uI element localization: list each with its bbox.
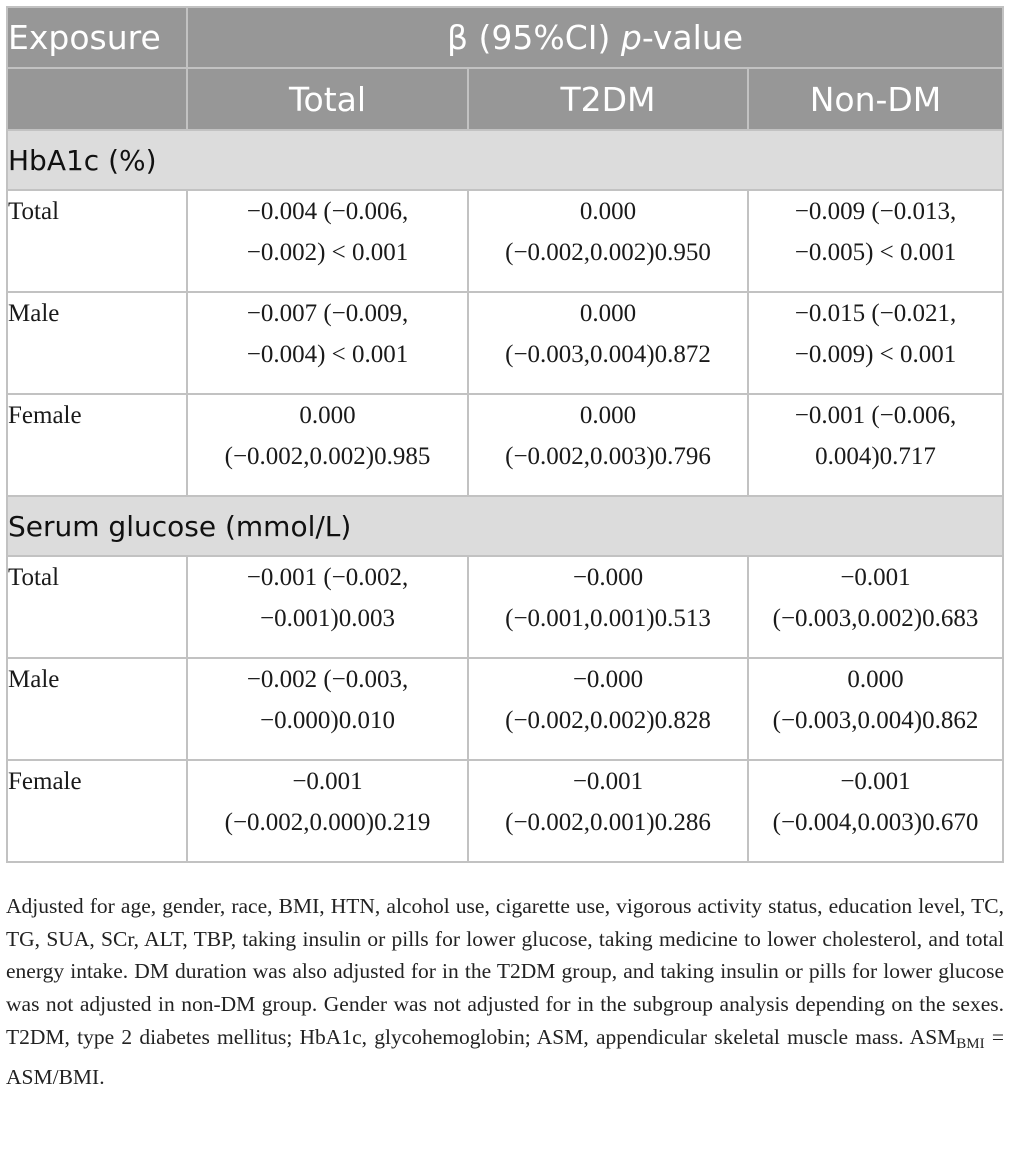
cell-line: (−0.002,0.002)0.950 (505, 239, 711, 266)
cell-line: (−0.002,0.002)0.828 (505, 707, 711, 734)
column-header-t2dm: T2DM (468, 68, 748, 130)
cell-line: −0.000 (572, 666, 644, 693)
cell-non-dm (748, 760, 1003, 862)
footnote-asm-rest: = ASM/BMI. (6, 1024, 1004, 1089)
cell-line: −0.004) < 0.001 (246, 341, 409, 368)
column-header-total: Total (187, 68, 468, 130)
cell-t2dm (468, 658, 748, 760)
cell-line: −0.005) < 0.001 (794, 239, 957, 266)
cell-line: −0.001 (572, 768, 644, 795)
section-row (7, 130, 1003, 190)
cell-t2dm (468, 394, 748, 496)
cell-line: −0.004 (−0.006, (246, 198, 409, 225)
beta-header-suffix: -value (641, 18, 744, 57)
cell-total (187, 190, 468, 292)
cell-total (187, 292, 468, 394)
cell-t2dm (468, 292, 748, 394)
cell-line: 0.000 (579, 198, 637, 225)
results-table (6, 6, 1004, 863)
table-footnote (6, 890, 1004, 1093)
table-row (7, 190, 1003, 292)
cell-non-dm (748, 658, 1003, 760)
table-row (7, 760, 1003, 862)
cell-t2dm (468, 760, 748, 862)
cell-line: (−0.002,0.003)0.796 (505, 443, 711, 470)
header-row-columns (7, 68, 1003, 130)
cell-line: −0.015 (−0.021, (794, 300, 957, 327)
section-title: HbA1c (%) (7, 130, 1003, 190)
cell-line: 0.000 (579, 402, 637, 429)
cell-line: −0.001 (−0.006, (794, 402, 957, 429)
row-label: Total (7, 190, 187, 292)
cell-t2dm (468, 190, 748, 292)
cell-line: (−0.002,0.000)0.219 (224, 809, 431, 836)
cell-line: −0.001 (840, 564, 911, 591)
table-body (7, 130, 1003, 862)
cell-line: 0.004)0.717 (815, 443, 936, 470)
cell-line: (−0.003,0.004)0.872 (505, 341, 711, 368)
beta-header-p: p (620, 18, 642, 57)
cell-t2dm (468, 556, 748, 658)
row-label: Total (7, 556, 187, 658)
table-row (7, 658, 1003, 760)
cell-line: −0.000 (572, 564, 644, 591)
cell-line: (−0.002,0.001)0.286 (505, 809, 711, 836)
cell-line: −0.001 (−0.002, (246, 564, 409, 591)
beta-header-prefix: β (95%CI) (446, 18, 621, 57)
cell-total (187, 658, 468, 760)
cell-non-dm (748, 556, 1003, 658)
cell-non-dm (748, 394, 1003, 496)
cell-line: −0.009 (−0.013, (794, 198, 957, 225)
section-row (7, 496, 1003, 556)
cell-total (187, 394, 468, 496)
row-label: Female (7, 394, 187, 496)
cell-total (187, 556, 468, 658)
cell-line: −0.000)0.010 (260, 707, 395, 734)
header-empty-cell (7, 68, 187, 130)
header-row-top (7, 7, 1003, 68)
cell-non-dm (748, 190, 1003, 292)
cell-line: (−0.001,0.001)0.513 (505, 605, 711, 632)
cell-line: (−0.002,0.002)0.985 (224, 443, 431, 470)
table-row (7, 394, 1003, 496)
row-label: Male (7, 292, 187, 394)
cell-line: −0.001)0.003 (260, 605, 395, 632)
footnote-asm-base: ASM (909, 1024, 957, 1049)
cell-line: −0.002) < 0.001 (246, 239, 409, 266)
section-title: Serum glucose (mmol/L) (7, 496, 1003, 556)
cell-non-dm (748, 292, 1003, 394)
cell-line: −0.007 (−0.009, (246, 300, 409, 327)
cell-total (187, 760, 468, 862)
cell-line: 0.000 (847, 666, 904, 693)
cell-line: (−0.003,0.004)0.862 (772, 707, 979, 734)
cell-line: 0.000 (579, 300, 637, 327)
cell-line: −0.001 (292, 768, 363, 795)
column-header-non-dm: Non-DM (748, 68, 1003, 130)
cell-line: −0.002 (−0.003, (246, 666, 409, 693)
table-row (7, 556, 1003, 658)
footnote-text: Adjusted for age, gender, race, BMI, HTN, alcohol use, cigarette use, vigorous activity status, education level, TC, TG, SUA, SCr, ALT, TBP, taking insulin or pills for lower glucose, taking medicine to lower cholesterol, and total energy intake. DM duration was also adjusted for in the T2DM group, and taking insulin or pills for lower glucose was not adjusted in non-DM group. Gender was not adjusted for in the subgroup analysis depending on the sexes. T2DM, type 2 diabetes mellitus; HbA1c, glycohemoglobin; ASM, appendicular skeletal muscle mass. (6, 894, 1004, 1049)
row-label: Female (7, 760, 187, 862)
cell-line: (−0.003,0.002)0.683 (772, 605, 979, 632)
table-row (7, 292, 1003, 394)
cell-line: 0.000 (299, 402, 356, 429)
cell-line: (−0.004,0.003)0.670 (772, 809, 979, 836)
footnote-asm-subscript: BMI (956, 1035, 985, 1052)
row-label: Male (7, 658, 187, 760)
exposure-header: Exposure (7, 7, 187, 68)
beta-header (187, 7, 1003, 68)
cell-line: −0.009) < 0.001 (794, 341, 957, 368)
cell-line: −0.001 (840, 768, 911, 795)
